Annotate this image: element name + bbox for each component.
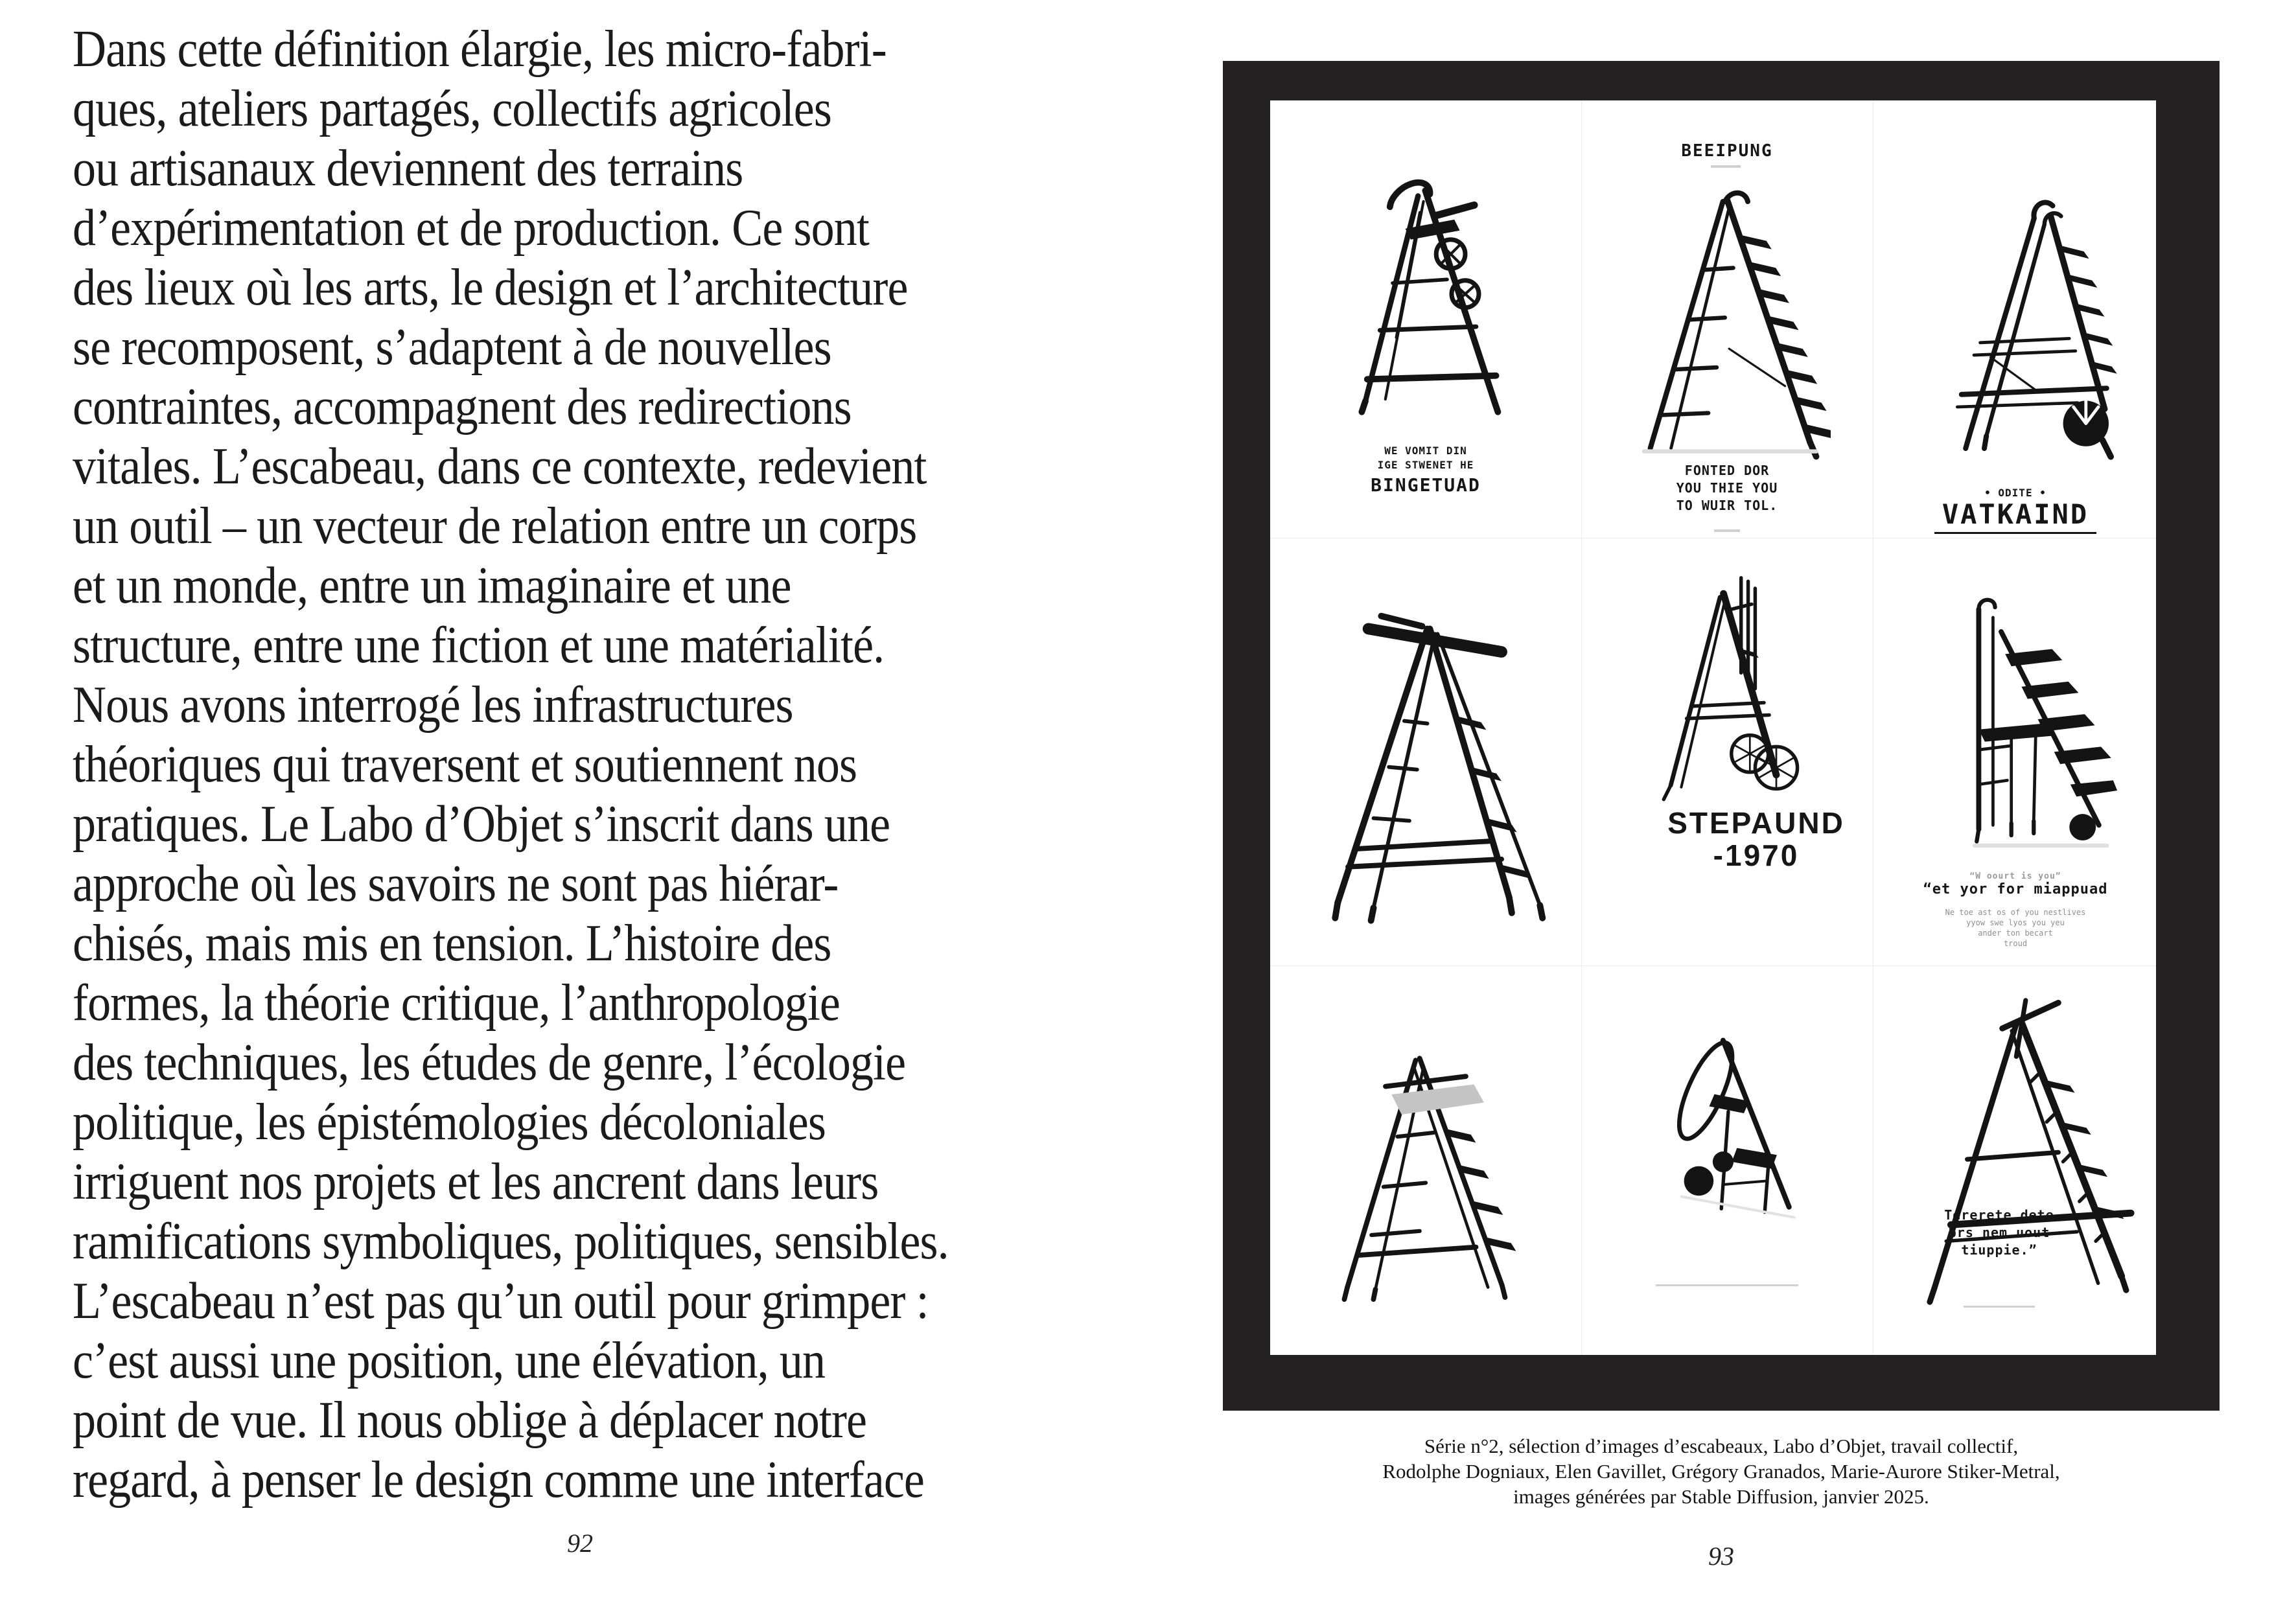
figure-label (1902, 1207, 2096, 1259)
figure-label: • ODITE • (1984, 487, 2047, 499)
caption-line: Rodolphe Dogniaux, Elen Gavillet, Grégory Granados, Marie-Aurore Stiker-Metral, (1382, 1460, 2060, 1483)
figure-fine-print (1908, 907, 2122, 949)
figure-label-line: Tererete dete (1944, 1207, 2054, 1223)
figure-cell-5 (1581, 538, 1873, 965)
figure-label (1630, 462, 1824, 514)
body-line: L’escabeau n’est pas qu’un outil pour grimper : (73, 1273, 929, 1330)
figure-label-line: tiuppie.” (1961, 1242, 2037, 1258)
figure-title-line: -1970 (1713, 838, 1800, 872)
body-line: des techniques, les études de genre, l’écologie (73, 1034, 906, 1091)
body-line: contraintes, accompagnent des redirections (73, 378, 852, 435)
figure-title-line: STEPAUND (1667, 806, 1845, 840)
faint-mark (1711, 165, 1741, 168)
title-rule (1934, 532, 2096, 534)
figure-cell-1 (1270, 100, 1581, 538)
body-line: structure, entre une fiction et une matérialité. (73, 617, 885, 674)
body-line: politique, les épistémologies décoloniales (73, 1094, 826, 1151)
figure-grid (1270, 100, 2156, 1355)
figure-label: “W oourt is you” (1969, 872, 2061, 881)
fine-print-line: troud (2003, 939, 2028, 948)
figure-cell-7 (1270, 965, 1581, 1355)
figure-title: VATKAIND (1942, 498, 2089, 530)
ladder-image-shelf-steps (1908, 577, 2122, 862)
figure-cell-4 (1270, 538, 1581, 965)
body-line: et un monde, entre un imaginaire et une (73, 557, 791, 614)
figure-cell-9 (1873, 965, 2156, 1355)
figure-title: “et yor for miappuad (1923, 881, 2108, 897)
figure-label-line: FONTED DOR (1684, 463, 1770, 478)
fine-print-line: ander ton becart (1978, 929, 2053, 938)
figure-title: BINGETUAD (1371, 474, 1481, 496)
body-line: pratiques. Le Labo d’Objet s’inscrit dans une (73, 796, 890, 853)
ladder-image-stool-wheels (1640, 1011, 1827, 1254)
figure-cell-3 (1873, 100, 2156, 538)
caption-line: images générées par Stable Diffusion, janvier 2025. (1513, 1485, 1929, 1508)
body-line: ques, ateliers partagés, collectifs agricoles (73, 80, 831, 137)
body-line: d’expérimentation et de production. Ce sont (73, 200, 869, 257)
body-line: c’est aussi une position, une élévation, un (73, 1332, 826, 1389)
figure-label-line: YOU THIE YOU (1676, 480, 1778, 496)
figure-caption (1231, 1433, 2211, 1509)
page-number-left: 92 (567, 1529, 593, 1558)
body-line: regard, à penser le design comme une interface (73, 1451, 924, 1509)
body-line: se recomposent, s’adaptent à de nouvelles (73, 319, 831, 376)
body-line: des lieux où les arts, le design et l’architecture (73, 259, 908, 316)
caption-line: Série n°2, sélection d’images d’escabeaux, Labo d’Objet, travail collectif, (1424, 1435, 2019, 1457)
ladder-image-wheels (1338, 133, 1520, 441)
page-number-right: 93 (1708, 1542, 1734, 1571)
body-text (73, 19, 1227, 1510)
figure-header: BEEIPUNG (1681, 141, 1773, 161)
figure-title (1652, 807, 1860, 872)
figure-label-line: brs nem uout (1948, 1225, 2050, 1240)
body-line: approche où les savoirs ne sont pas hiérar- (73, 855, 839, 912)
body-line: Dans cette définition élargie, les micro-fabri- (73, 21, 887, 78)
ladder-image-four-leg (1299, 564, 1555, 940)
faint-mark (1964, 1306, 2035, 1308)
figure-label-line: TO WUIR TOL. (1676, 498, 1778, 513)
figure-label-line: IGE STWENET HE (1377, 459, 1474, 471)
ladder-image-spoked-wheels (1627, 564, 1827, 810)
figure-label (1328, 444, 1523, 472)
fine-print-line: yyow swe lyos you yeu (1966, 918, 2065, 927)
body-line: un outil – un vecteur de relation entre un corps (73, 498, 917, 555)
faint-mark (1714, 529, 1740, 532)
figure-cell-6 (1873, 538, 2156, 965)
body-line: ou artisanaux deviennent des terrains (73, 140, 743, 197)
body-line: Nous avons interrogé les infrastructures (73, 676, 793, 734)
ladder-image-tall-steps (1623, 170, 1831, 461)
ladder-image-lean-wheel (1912, 175, 2119, 473)
body-line: vitales. L’escabeau, dans ce contexte, redevient (73, 438, 927, 495)
body-line: point de vue. Il nous oblige à déplacer notre (73, 1392, 867, 1449)
body-line: formes, la théorie critique, l’anthropologie (73, 975, 840, 1032)
body-line: chisés, mais mis en tension. L’histoire des (73, 915, 831, 972)
fine-print-line: Ne toe ast os of you nestlives (1945, 908, 2086, 917)
faint-mark (1656, 1284, 1798, 1286)
body-line: ramifications symboliques, politiques, sensibles. (73, 1213, 949, 1270)
body-line: théoriques qui traversent et soutiennent nos (73, 736, 857, 793)
figure-frame (1223, 61, 2220, 1411)
figure-cell-2 (1581, 100, 1873, 538)
body-line: irriguent nos projets et les ancrent dans leurs (73, 1153, 879, 1210)
ladder-image-platforms (1325, 1004, 1526, 1325)
figure-label-line: WE VOMIT DIN (1384, 445, 1467, 457)
ladder-image-wide-shelf (1892, 982, 2145, 1309)
figure-cell-8 (1581, 965, 1873, 1355)
